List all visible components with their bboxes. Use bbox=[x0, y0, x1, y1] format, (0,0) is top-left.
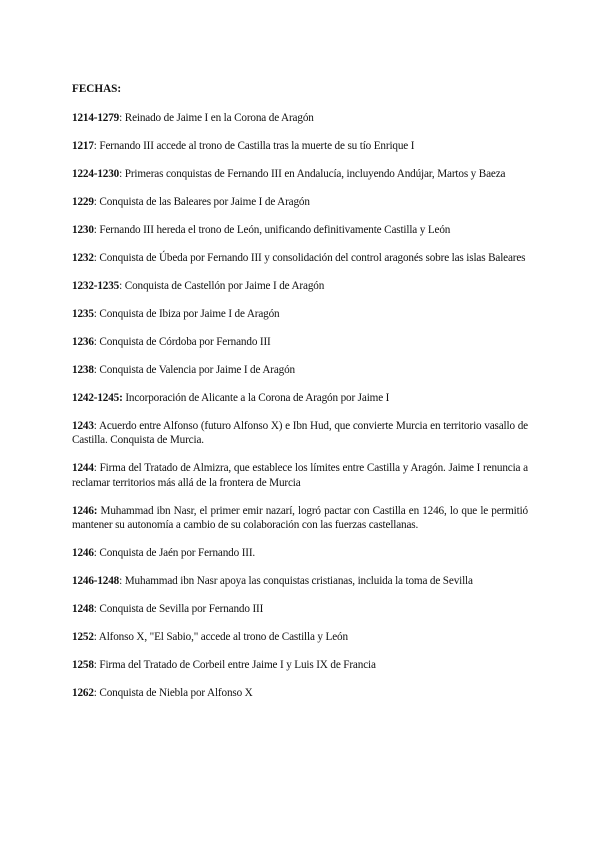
timeline-entry bbox=[72, 363, 528, 378]
entry-date: 1246-1248 bbox=[72, 575, 120, 587]
entry-text: Fernando III accede al trono de Castilla tras la muerte de su tío Enrique I bbox=[96, 139, 415, 152]
timeline-entry bbox=[72, 195, 528, 210]
entry-date: 1246 bbox=[72, 547, 94, 559]
timeline-entry bbox=[72, 686, 528, 701]
entry-date: 1229 bbox=[72, 195, 94, 208]
entry-text: Conquista de Castellón por Jaime I de Aragón bbox=[122, 279, 325, 292]
timeline-entry bbox=[72, 461, 528, 490]
entry-text: Acuerdo entre Alfonso (futuro Alfonso X) e Ibn Hud, que convierte Murcia en territorio vasallo de Castilla. Conquista de Murcia. bbox=[72, 419, 528, 446]
timeline-entry bbox=[72, 251, 528, 266]
entry-text: Conquista de Valencia por Jaime I de Aragón bbox=[96, 363, 295, 376]
timeline-entry bbox=[72, 504, 528, 533]
entry-separator: : bbox=[93, 687, 97, 699]
entry-text: Muhammad ibn Nasr, el primer emir nazarí, logró pactar con Castilla en 1246, lo que le permitió mantener su autonomía a cambio de su colaboración con las fuerzas castellanas. bbox=[72, 504, 528, 531]
document-page bbox=[72, 82, 528, 714]
entry-date: 1242-1245: bbox=[72, 391, 123, 404]
entry-separator: : bbox=[93, 363, 97, 376]
entry-text: Reinado de Jaime I en la Corona de Aragón bbox=[122, 111, 314, 124]
entry-date: 1230 bbox=[72, 223, 94, 236]
entry-text: Primeras conquistas de Fernando III en Andalucía, incluyendo Andújar, Martos y Baeza bbox=[122, 167, 506, 180]
entry-date: 1252 bbox=[72, 631, 94, 643]
timeline-entry bbox=[72, 546, 528, 561]
entry-separator: : bbox=[93, 307, 97, 320]
entry-text: Conquista de Jaén por Fernando III. bbox=[96, 547, 256, 559]
entry-date: 1246: bbox=[72, 504, 98, 517]
entry-date: 1217 bbox=[72, 139, 94, 152]
timeline-entry bbox=[72, 223, 528, 238]
entry-date: 1244 bbox=[72, 462, 94, 474]
entry-text: Conquista de Córdoba por Fernando III bbox=[96, 335, 271, 348]
entry-date: 1232 bbox=[72, 251, 94, 264]
timeline-entry bbox=[72, 658, 528, 673]
entry-date: 1235 bbox=[72, 307, 94, 320]
timeline-entry bbox=[72, 574, 528, 589]
entry-text: Conquista de Sevilla por Fernando III bbox=[96, 603, 264, 615]
entry-text: Muhammad ibn Nasr apoya las conquistas cristianas, incluida la toma de Sevilla bbox=[122, 575, 473, 587]
entry-separator: : bbox=[119, 111, 123, 124]
entry-text: Alfonso X, "El Sabio," accede al trono de Castilla y León bbox=[96, 631, 348, 643]
timeline-entry bbox=[72, 335, 528, 350]
entry-date: 1262 bbox=[72, 687, 94, 699]
entry-date: 1232-1235 bbox=[72, 279, 120, 292]
timeline-entry bbox=[72, 630, 528, 645]
timeline-entry bbox=[72, 307, 528, 322]
entry-text: Incorporación de Alicante a la Corona de Aragón por Jaime I bbox=[122, 391, 390, 404]
entry-text: Conquista de Úbeda por Fernando III y consolidación del control aragonés sobre las islas Baleares bbox=[96, 251, 526, 264]
entry-separator: : bbox=[119, 167, 123, 180]
entry-date: 1238 bbox=[72, 363, 94, 376]
entry-separator: : bbox=[93, 547, 97, 559]
entry-date: 1248 bbox=[72, 603, 94, 615]
entry-separator: : bbox=[93, 335, 97, 348]
entry-text: Fernando III hereda el trono de León, unificando definitivamente Castilla y León bbox=[96, 223, 451, 236]
entry-separator: : bbox=[93, 659, 97, 671]
entry-separator: : bbox=[93, 419, 97, 432]
timeline-entry bbox=[72, 419, 528, 448]
timeline-entry bbox=[72, 279, 528, 294]
timeline-entry bbox=[72, 602, 528, 617]
timeline-list bbox=[72, 111, 528, 701]
entry-separator: : bbox=[93, 139, 97, 152]
timeline-entry bbox=[72, 139, 528, 154]
entry-separator: : bbox=[119, 575, 123, 587]
entry-separator: : bbox=[119, 279, 123, 292]
entry-text: Firma del Tratado de Corbeil entre Jaime I y Luis IX de Francia bbox=[96, 659, 376, 671]
entry-separator: : bbox=[93, 631, 97, 643]
entry-separator: : bbox=[93, 251, 97, 264]
entry-date: 1224-1230 bbox=[72, 167, 120, 180]
entry-date: 1214-1279 bbox=[72, 111, 120, 124]
page-heading: FECHAS: bbox=[72, 83, 122, 95]
timeline-entry bbox=[72, 391, 528, 406]
entry-separator: : bbox=[93, 462, 97, 474]
entry-text: Conquista de Niebla por Alfonso X bbox=[96, 687, 253, 699]
entry-separator: : bbox=[93, 223, 97, 236]
entry-separator: : bbox=[93, 195, 97, 208]
timeline-entry bbox=[72, 167, 528, 182]
entry-text: Conquista de las Baleares por Jaime I de Aragón bbox=[96, 195, 310, 208]
entry-separator: : bbox=[93, 603, 97, 615]
entry-date: 1243 bbox=[72, 419, 94, 432]
entry-text: Conquista de Ibiza por Jaime I de Aragón bbox=[96, 307, 280, 320]
entry-date: 1258 bbox=[72, 659, 94, 671]
timeline-entry bbox=[72, 111, 528, 126]
entry-date: 1236 bbox=[72, 335, 94, 348]
entry-text: Firma del Tratado de Almizra, que establece los límites entre Castilla y Aragón. Jaime I renuncia a reclamar territorios más allá de la frontera de Murcia bbox=[72, 462, 528, 489]
